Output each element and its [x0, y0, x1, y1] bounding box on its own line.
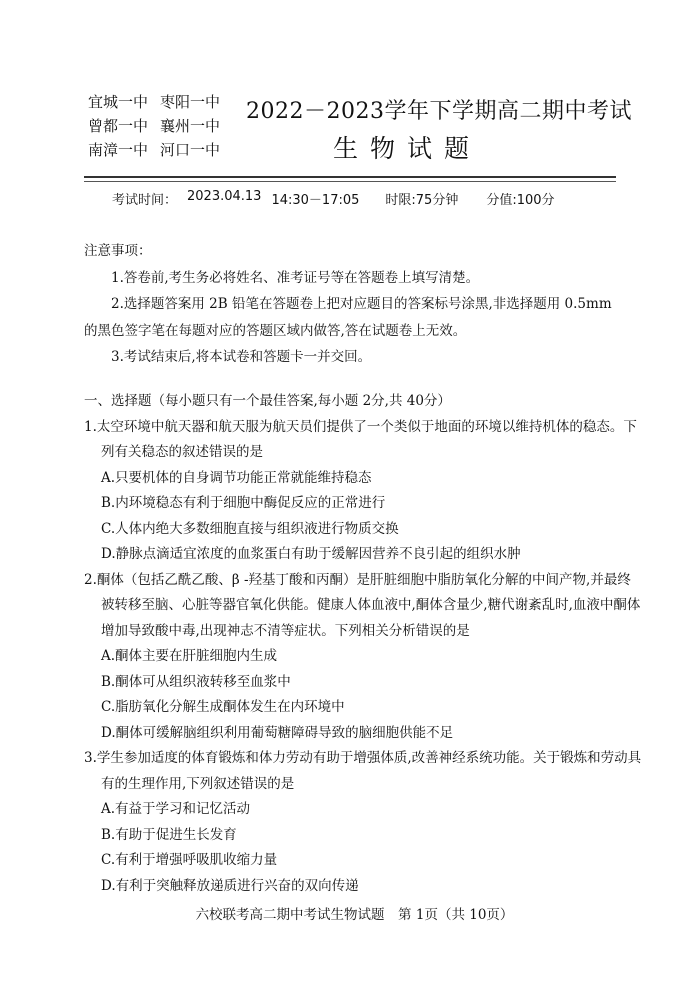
exam-time-range: 14:30－17:05 — [271, 193, 360, 208]
exam-date: 2023.04.13 — [187, 189, 262, 204]
page-footer: 六校联考高二期中考试生物试题 第 1页（共 10页） — [195, 907, 514, 923]
exam-title: 2022－2023学年下学期高二期中考试 — [246, 99, 632, 124]
school-list — [88, 90, 248, 162]
question-option: C.有利于增强呼吸肌收缩力量 — [101, 852, 278, 868]
notes-heading: 注意事项： — [84, 243, 152, 259]
question-option: A.只要机体的自身调节功能正常就能维持稳态 — [101, 469, 372, 486]
question-option: A.酮体主要在肝脏细胞内生成 — [101, 648, 278, 664]
exam-subtitle: 生物试题 — [333, 134, 482, 163]
question-option: C.脂肪氧化分解生成酮体发生在内环境中 — [101, 699, 345, 715]
question-stem: 2.酮体（包括乙酰乙酸、β -羟基丁酸和丙酮）是肝脏细胞中脂肪氧化分解的中间产物,并最终被转移至脑、心脏等器官氧化供能。健康人体血液中,酮体含量少,糖代谢紊乱时,血液中酮体增加导致酸中毒,出现神志不清等症状。下列相关分析错误的是 — [84, 571, 641, 639]
question — [84, 746, 644, 899]
school-name: 南漳一中 — [88, 141, 149, 159]
school-name: 枣阳一中 — [160, 93, 221, 111]
notes-block — [84, 238, 624, 371]
note-item: 1.答卷前,考生务必将姓名、准考证号等在答题卷上填写清楚。 — [111, 269, 480, 286]
question — [84, 415, 644, 568]
question-stem: 1.太空环境中航天器和航天服为航天员们提供了一个类似于地面的环境以维持机体的稳态。下列有关稳态的叙述错误的是 — [84, 418, 637, 460]
school-name: 河口一中 — [160, 141, 221, 159]
question-option: C.人体内绝大多数细胞直接与组织液进行物质交换 — [101, 520, 399, 537]
question-option: B.酮体可从组织液转移至血浆中 — [101, 673, 291, 690]
question-option: D.酮体可缓解脑组织利用葡萄糖障碍导致的脑细胞供能不足 — [101, 724, 454, 741]
note-item: 3.考试结束后,将本试卷和答题卡一并交回。 — [111, 349, 372, 365]
question-option: D.静脉点滴适宜浓度的血浆蛋白有助于缓解因营养不良引起的组织水肿 — [101, 546, 521, 562]
header-divider-thin — [84, 181, 616, 182]
school-name: 宜城一中 — [88, 93, 149, 111]
choice-section — [84, 389, 644, 899]
header-divider — [84, 176, 616, 178]
exam-time-label: 考试时间： — [112, 193, 178, 208]
school-name: 襄州一中 — [160, 117, 221, 135]
note-item: 2.选择题答案用 2B 铅笔在答题卷上把对应题目的答案标号涂黑,非选择题用 0.5mm 的黑色签字笔在每题对应的答题区域内做答,答在试题卷上无效。 — [84, 296, 612, 339]
exam-info — [112, 189, 555, 208]
question-option: A.有益于学习和记忆活动 — [101, 801, 251, 817]
school-row — [88, 90, 248, 114]
question-option: B.有助于促进生长发育 — [101, 826, 237, 843]
school-name: 曾都一中 — [88, 117, 149, 135]
section-heading: 一、选择题（每小题只有一个最佳答案,每小题 2分,共 40分） — [84, 393, 451, 409]
school-row — [88, 138, 248, 162]
question — [84, 568, 644, 747]
exam-duration: 时限:75分钟 — [385, 193, 459, 208]
exam-score: 分值:100分 — [486, 193, 555, 208]
question-option: B.内环境稳态有利于细胞中酶促反应的正常进行 — [101, 495, 386, 511]
school-row — [88, 114, 248, 138]
question-stem: 3.学生参加适度的体育锻炼和体力劳动有助于增强体质,改善神经系统功能。关于锻炼和劳动具有的生理作用,下列叙述错误的是 — [84, 750, 642, 792]
question-option: D.有利于突触释放递质进行兴奋的双向传递 — [101, 877, 359, 894]
